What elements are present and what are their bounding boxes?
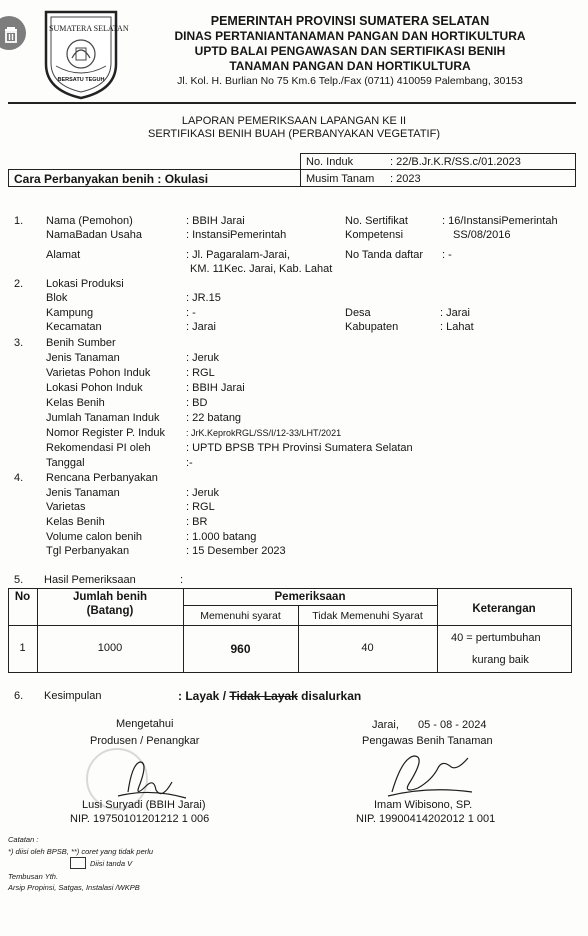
signature-right xyxy=(384,748,476,802)
s1-sertifikat-label: No. Sertifikat xyxy=(345,215,408,227)
note-arsip: Arsip Propinsi, Satgas, Instalasi /WKPB xyxy=(8,883,140,892)
s1-kompetensi-label: Kompetensi xyxy=(345,229,404,241)
s3-row-value: : BBIH Jarai xyxy=(186,382,245,394)
note-line1: *) diisi oleh BPSB, **) coret yang tidak perlu xyxy=(8,847,154,856)
header-line2: DINAS PERTANIANTANAMAN PANGAN DAN HORTIKULTURA xyxy=(174,29,526,43)
s3-row-label: Varietas Pohon Induk xyxy=(46,367,151,379)
report-title1: LAPORAN PEMERIKSAAN LAPANGAN KE II xyxy=(181,115,407,127)
s4-row-label: Kelas Benih xyxy=(46,516,105,528)
sign-right-nip: NIP. 19900414202012 1 001 xyxy=(356,813,496,825)
s3-row-value: : Jeruk xyxy=(186,352,220,364)
no-induk-value: : 22/B.Jr.K.R/SS.c/01.2023 xyxy=(390,156,521,168)
note-checkbox xyxy=(70,857,86,869)
s3-row-label: Kelas Benih xyxy=(46,397,105,409)
s2-kampung-label: Kampung xyxy=(46,307,94,319)
sign-left-line2: Produsen / Penangkar xyxy=(90,735,200,747)
header-address: Jl. Kol. H. Burlian No 75 Km.6 Telp./Fax (0711) 410059 Palembang, 30153 xyxy=(177,75,523,87)
s5-colon: : xyxy=(180,574,184,586)
table-cell-keterangan: 40 = pertumbuhan xyxy=(451,632,541,644)
s3-row-value: : RGL xyxy=(186,367,215,379)
table-header-no: No xyxy=(14,591,31,603)
s4-number: 4. xyxy=(14,472,24,484)
s3-row-label: Jenis Tanaman xyxy=(46,352,120,364)
table-header-jumlah: Jumlah benih xyxy=(72,591,148,603)
s1-tanda-label: No Tanda daftar xyxy=(345,249,424,261)
s5-number: 5. xyxy=(14,574,24,586)
s1-number: 1. xyxy=(14,215,24,227)
s6-suffix: disalurkan xyxy=(297,689,362,703)
meta-box-bottom xyxy=(8,186,576,187)
s3-row-label: Jumlah Tanaman Induk xyxy=(46,412,160,424)
logo-motto: BERSATU TEGUH xyxy=(57,77,105,83)
s2-desa-value: : Jarai xyxy=(440,307,470,319)
table-header-jumlah-unit: (Batang) xyxy=(86,605,134,617)
s3-row-value: : 22 batang xyxy=(186,412,242,424)
header-line3: UPTD BALAI PENGAWASAN DAN SERTIFIKASI BENIH xyxy=(194,44,506,58)
s3-row-value: : JrK.KeprokRGL/SS/I/12-33/LHT/2021 xyxy=(186,428,342,438)
s6-label: Kesimpulan xyxy=(44,690,102,702)
s1-nama-value: : BBIH Jarai xyxy=(186,215,245,227)
s6-prefix: : Layak / xyxy=(178,689,230,703)
sign-left-nip: NIP. 19750101201212 1 006 xyxy=(70,813,210,825)
sign-right-date: 05 - 08 - 2024 xyxy=(418,719,487,731)
meta-box-top xyxy=(300,153,576,154)
s4-row-label: Tgl Perbanyakan xyxy=(46,545,130,557)
s2-kabupaten-label: Kabupaten xyxy=(345,321,399,333)
table-header-memenuhi: Memenuhi syarat xyxy=(200,610,281,622)
s2-number: 2. xyxy=(14,278,24,290)
table-cell-tidak-memenuhi: 40 xyxy=(361,642,374,654)
table-col-line xyxy=(437,588,438,673)
table-cell-keterangan-cont: kurang baik xyxy=(472,654,529,666)
sign-left-line1: Mengetahui xyxy=(116,718,174,730)
s4-title: Rencana Perbanyakan xyxy=(46,472,158,484)
table-top-border xyxy=(8,588,572,589)
table-cell-no: 1 xyxy=(19,642,26,654)
s4-row-value: : Jeruk xyxy=(186,487,220,499)
table-header-bottom xyxy=(8,625,572,626)
s4-row-label: Volume calon benih xyxy=(46,531,143,543)
s4-row-label: Jenis Tanaman xyxy=(46,487,120,499)
s6-conclusion xyxy=(178,689,361,703)
meta-box-mid xyxy=(8,169,576,170)
report-title2: SERTIFIKASI BENIH BUAH (PERBANYAKAN VEGETATIF) xyxy=(148,128,440,140)
trash-icon[interactable] xyxy=(0,16,26,50)
s3-row-label: Tanggal xyxy=(46,457,85,469)
table-cell-memenuhi: 960 xyxy=(230,642,251,656)
s2-kecamatan-label: Kecamatan xyxy=(46,321,102,333)
header-line1: PEMERINTAH PROVINSI SUMATERA SELATAN xyxy=(210,14,490,28)
s4-row-value: : 1.000 batang xyxy=(186,531,257,543)
table-header-keterangan: Keterangan xyxy=(472,603,536,615)
s2-title: Lokasi Produksi xyxy=(46,278,124,290)
s2-desa-label: Desa xyxy=(345,307,371,319)
meta-box-left xyxy=(8,169,9,187)
s1-alamat-value2: KM. 11Kec. Jarai, Kab. Lahat xyxy=(190,263,333,275)
s1-nama-label: Nama (Pemohon) xyxy=(46,215,133,227)
s1-badan-value: : InstansiPemerintah xyxy=(186,229,287,241)
s2-kecamatan-value: : Jarai xyxy=(186,321,216,333)
cara-perbanyakan: Cara Perbanyakan benih : Okulasi xyxy=(14,172,209,186)
signature-left xyxy=(110,750,190,806)
s3-row-value: :- xyxy=(186,457,193,469)
s3-row-label: Lokasi Pohon Induk xyxy=(46,382,143,394)
s4-row-value: : 15 Desember 2023 xyxy=(186,545,286,557)
s2-blok-label: Blok xyxy=(46,292,68,304)
table-sub-header-border xyxy=(183,605,437,606)
s1-sertifikat-value: : 16/InstansiPemerintah xyxy=(442,215,558,227)
meta-box-right xyxy=(575,153,576,187)
sign-right-name: Imam Wibisono, SP. xyxy=(374,799,473,811)
s1-alamat-value1: : Jl. Pagaralam-Jarai, xyxy=(186,249,290,261)
s6-number: 6. xyxy=(14,690,24,702)
s1-alamat-label: Alamat xyxy=(46,249,81,261)
header-divider xyxy=(8,102,576,104)
s3-number: 3. xyxy=(14,337,24,349)
musim-tanam-label: Musim Tanam xyxy=(306,173,375,185)
musim-tanam-value: : 2023 xyxy=(390,173,421,185)
header-line4: TANAMAN PANGAN DAN HORTIKULTURA xyxy=(229,59,471,73)
meta-box-divider xyxy=(300,153,301,187)
s1-badan-label: NamaBadan Usaha xyxy=(46,229,143,241)
s1-tanda-value: : - xyxy=(442,249,452,261)
table-header-tidak-memenuhi: Tidak Memenuhi Syarat xyxy=(312,610,423,622)
sign-left-name: Lusi Suryadi (BBIH Jarai) xyxy=(82,799,206,811)
s3-title: Benih Sumber xyxy=(46,337,116,349)
s6-struck-option: Tidak Layak xyxy=(229,689,298,703)
sign-right-place: Jarai, xyxy=(372,719,399,731)
s4-row-value: : RGL xyxy=(186,501,215,513)
s5-title: Hasil Pemeriksaan xyxy=(44,574,136,586)
no-induk-label: No. Induk xyxy=(306,156,354,168)
note-line2: Diisi tanda V xyxy=(90,859,133,868)
s2-blok-value: : JR.15 xyxy=(186,292,221,304)
table-col-line xyxy=(571,588,572,673)
s4-row-value: : BR xyxy=(186,516,208,528)
table-bottom-border xyxy=(8,672,572,673)
sign-right-role: Pengawas Benih Tanaman xyxy=(362,735,493,747)
table-header-pemeriksaan: Pemeriksaan xyxy=(274,591,346,603)
s3-row-value: : UPTD BPSB TPH Provinsi Sumatera Selatan xyxy=(186,442,413,454)
s2-kampung-value: : - xyxy=(186,307,196,319)
note-catatan: Catatan : xyxy=(8,835,39,844)
s2-kabupaten-value: : Lahat xyxy=(440,321,474,333)
province-logo xyxy=(42,6,129,100)
logo-text: SUMATERA SELATAN xyxy=(49,24,129,33)
s3-row-label: Rekomendasi PI oleh xyxy=(46,442,151,454)
s4-row-label: Varietas xyxy=(46,501,86,513)
note-tembusan: Tembusan Yth. xyxy=(8,872,59,881)
s3-row-label: Nomor Register P. Induk xyxy=(46,427,166,439)
table-cell-jumlah: 1000 xyxy=(97,642,123,654)
s3-row-value: : BD xyxy=(186,397,208,409)
s1-kompetensi-value: SS/08/2016 xyxy=(453,229,511,241)
